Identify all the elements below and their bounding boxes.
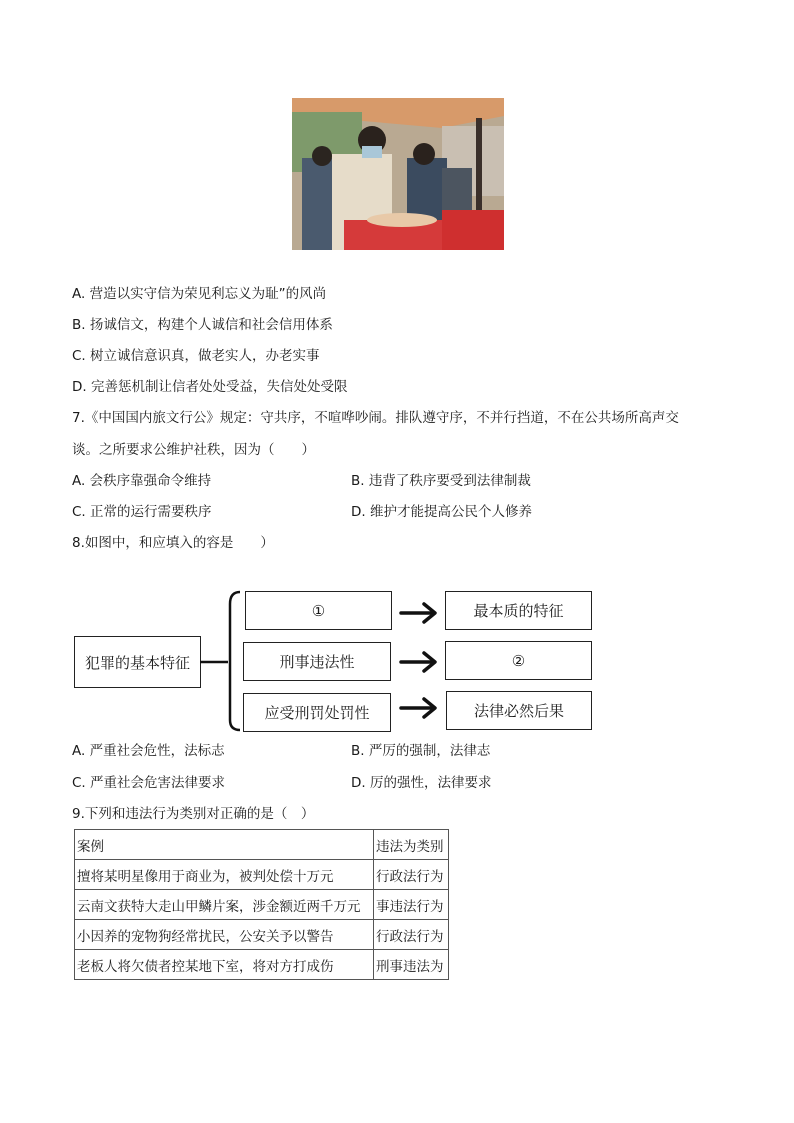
table-cell-type: 刑事违法为: [374, 950, 449, 980]
q7-option-a: A. 会秩序靠强命令维持: [72, 473, 212, 489]
q8-option-c: C. 严重社会危害法律要求: [72, 775, 226, 791]
q7-stem-line2: 谈。之所要求公维护社秩，因为（ ）: [72, 442, 315, 458]
arrow-right-icon: [401, 604, 435, 622]
table-header-row: [75, 830, 449, 860]
q7-stem-line1: 7.《中国国内旅文行公》规定：守共序，不喧哗吵闹。排队遵守序，不并行挡道，不在公共场所高声交: [72, 410, 679, 426]
q7-option-d: D. 维护才能提高公民个人修养: [351, 504, 532, 520]
table-row: [75, 890, 449, 920]
q6-option-d: D. 完善惩机制让信者处处受益，失信处处受限: [72, 379, 348, 395]
diagram-root-box: 犯罪的基本特征: [74, 636, 201, 688]
q8-stem: 8.如图中，和应填入的容是 ）: [72, 535, 274, 551]
arrow-right-icon: [401, 653, 435, 671]
table-cell-type: 行政法行为: [374, 860, 449, 890]
table-cell-type: 事违法行为: [374, 890, 449, 920]
q8-option-a: A. 严重社会危性，法标志: [72, 743, 225, 759]
table-row: [75, 860, 449, 890]
table-cell-case: 擅将某明星像用于商业为，被判处偿十万元: [75, 860, 374, 890]
table-cell-case: 老板人将欠债者控某地下室，将对方打成伤: [75, 950, 374, 980]
q7-option-c: C. 正常的运行需要秩序: [72, 504, 212, 520]
q6-option-b: B. 扬诚信文，构建个人诚信和社会信用体系: [72, 317, 333, 333]
diagram-right-box-3: 法律必然后果: [446, 691, 592, 730]
table-cell-type: 行政法行为: [374, 920, 449, 950]
table-header-type: 违法为类别: [374, 830, 449, 860]
diagram-arrows: [398, 600, 442, 722]
q9-stem: 9.下列和违法行为类别对正确的是（ ）: [72, 806, 315, 822]
diagram-right-box-2: ②: [445, 641, 592, 680]
q6-option-c: C. 树立诚信意识真，做老实人，办老实事: [72, 348, 320, 364]
q8-option-b: B. 严厉的强制，法律志: [351, 743, 491, 759]
q6-option-a: A. 营造以实守信为荣见利忘义为耻”的风尚: [72, 286, 327, 302]
q9-table: [74, 829, 449, 980]
q8-option-d: D. 厉的强性，法律要求: [351, 775, 492, 791]
diagram-left-box-3: 应受刑罚处罚性: [243, 693, 391, 732]
diagram-left-box-2: 刑事违法性: [243, 642, 391, 681]
q7-option-b: B. 违背了秩序要受到法律制裁: [351, 473, 531, 489]
arrow-right-icon: [401, 699, 435, 717]
table-cell-case: 云南文获特大走山甲鳞片案，涉金额近两千万元: [75, 890, 374, 920]
table-cell-case: 小因养的宠物狗经常扰民，公安关予以警告: [75, 920, 374, 950]
students-market-photo: [292, 98, 504, 250]
diagram-left-box-1: ①: [245, 591, 392, 630]
table-header-case: 案例: [75, 830, 374, 860]
diagram-right-box-1: 最本质的特征: [445, 591, 592, 630]
table-row: [75, 950, 449, 980]
table-row: [75, 920, 449, 950]
